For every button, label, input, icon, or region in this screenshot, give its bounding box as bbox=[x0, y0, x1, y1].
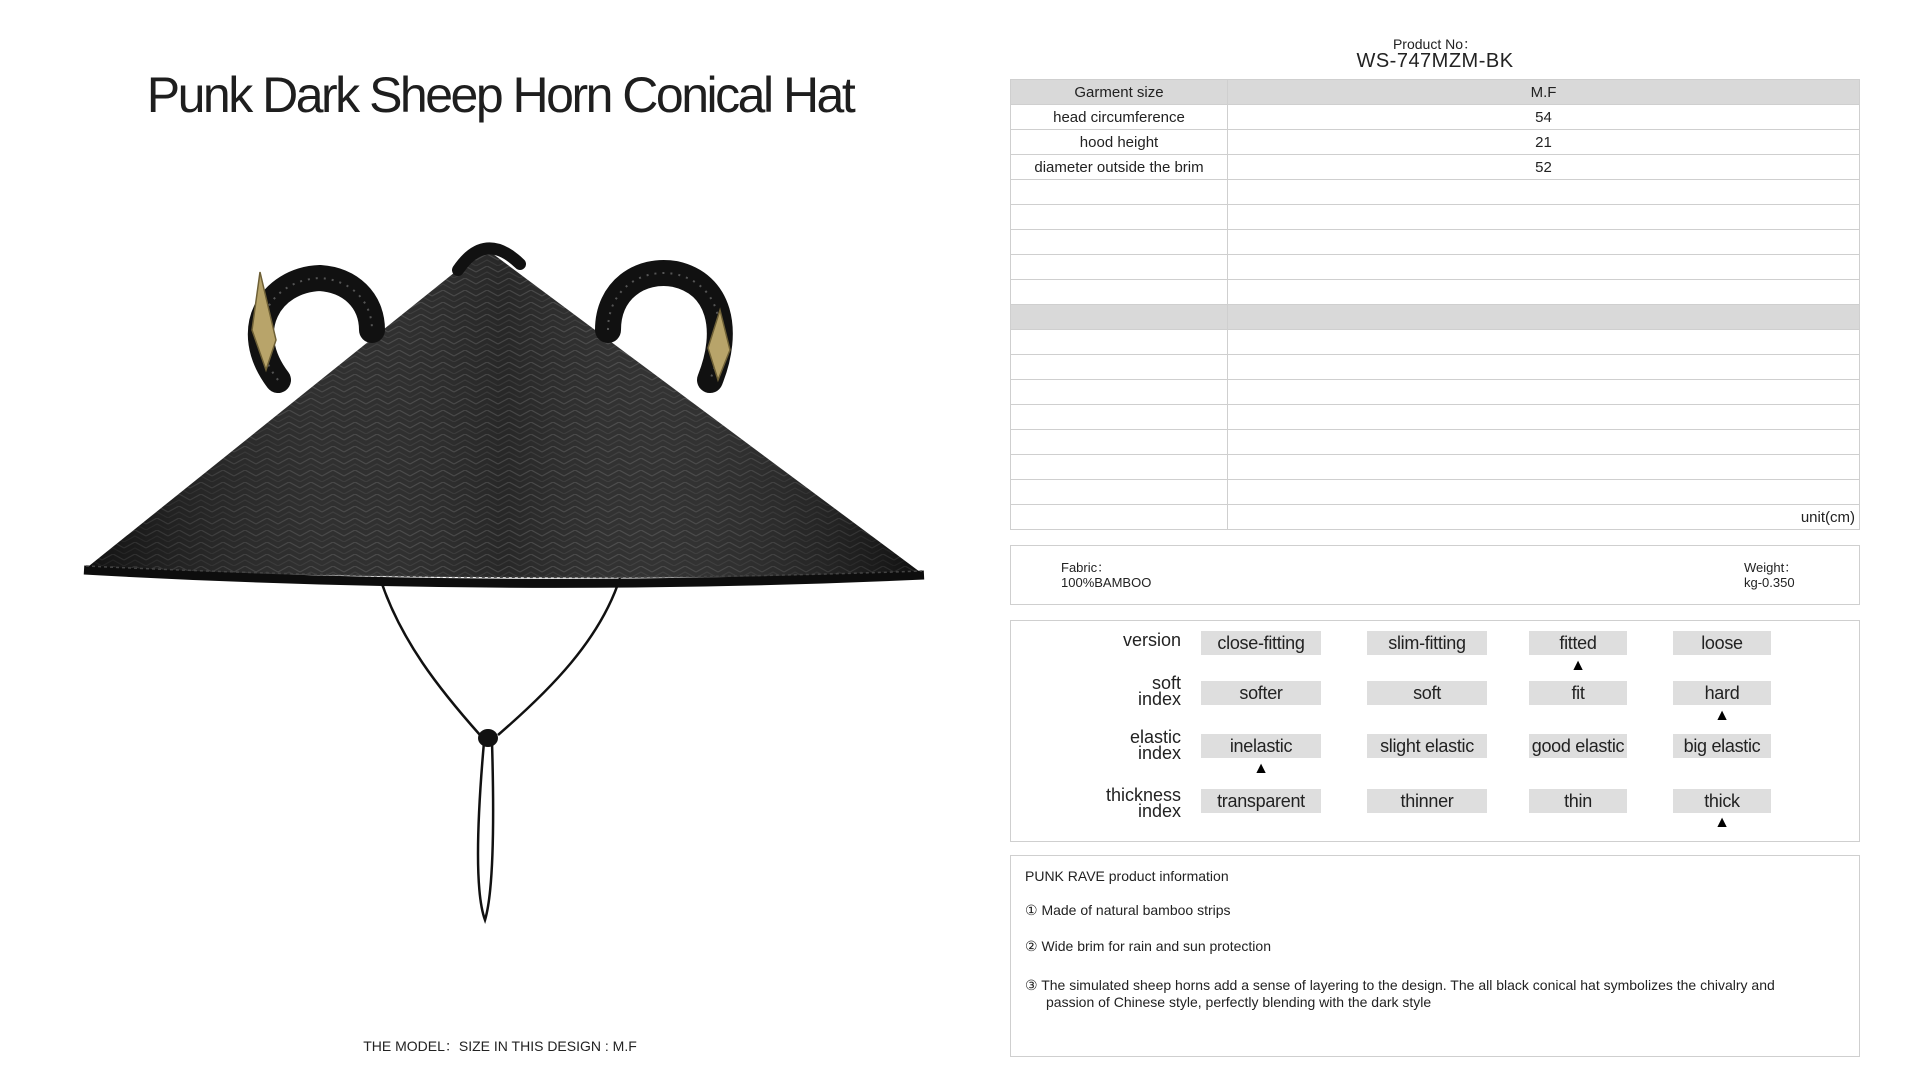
table-row bbox=[1011, 155, 1860, 180]
table-cell bbox=[1011, 380, 1228, 405]
table-cell: hood height bbox=[1011, 130, 1228, 155]
index-option: big elastic bbox=[1673, 734, 1771, 758]
table-cell: 21 bbox=[1228, 130, 1860, 155]
index-label-line: index bbox=[1137, 689, 1181, 709]
table-row bbox=[1011, 355, 1860, 380]
weight-info bbox=[1744, 560, 1797, 590]
fabric-value: 100%BAMBOO bbox=[1061, 575, 1152, 590]
info-point: ③ The simulated sheep horns add a sense of layering to the design. The all black conical hat symbolizes the chivalry and passion of Chinese style, perfectly blending with the dark style bbox=[1025, 977, 1775, 1010]
index-option: loose bbox=[1673, 631, 1771, 655]
table-cell: head circumference bbox=[1011, 105, 1228, 130]
info-point: ② Wide brim for rain and sun protection bbox=[1025, 938, 1271, 954]
index-label-line: thickness bbox=[1105, 785, 1181, 805]
index-option: fit bbox=[1529, 681, 1627, 705]
table-row bbox=[1011, 230, 1860, 255]
index-label-line: soft bbox=[1151, 673, 1181, 693]
table-cell bbox=[1228, 280, 1860, 305]
weight-label: Weight： bbox=[1744, 560, 1798, 575]
index-label-soft bbox=[1138, 675, 1181, 707]
table-cell bbox=[1228, 230, 1860, 255]
table-cell bbox=[1011, 205, 1228, 230]
index-label-line: index bbox=[1137, 801, 1181, 821]
index-label-line: elastic bbox=[1129, 727, 1181, 747]
size-table bbox=[1010, 79, 1860, 530]
table-cell bbox=[1011, 330, 1228, 355]
model-size-note: THE MODEL：SIZE IN THIS DESIGN : M.F bbox=[363, 1038, 637, 1054]
table-row bbox=[1011, 280, 1860, 305]
table-cell bbox=[1228, 430, 1860, 455]
index-ratings-box bbox=[1010, 620, 1860, 842]
unit-label: unit(cm) bbox=[1228, 505, 1860, 530]
index-label-line: index bbox=[1137, 743, 1181, 763]
index-option-selected: inelastic bbox=[1201, 734, 1321, 758]
index-option-selected: fitted bbox=[1529, 631, 1627, 655]
table-cell bbox=[1011, 255, 1228, 280]
table-cell bbox=[1011, 480, 1228, 505]
table-cell bbox=[1228, 305, 1860, 330]
product-info-box bbox=[1010, 855, 1860, 1057]
weight-value: kg-0.350 bbox=[1744, 575, 1795, 590]
table-row bbox=[1011, 405, 1860, 430]
table-cell bbox=[1011, 405, 1228, 430]
product-number: WS-747MZM-BK bbox=[1356, 50, 1514, 72]
index-label-version bbox=[1123, 632, 1181, 648]
product-title: Punk Dark Sheep Horn Conical Hat bbox=[146, 67, 854, 123]
selected-marker-icon: ▲ bbox=[1714, 707, 1730, 724]
table-cell bbox=[1011, 505, 1228, 530]
index-option: good elastic bbox=[1529, 734, 1627, 758]
index-option: transparent bbox=[1201, 789, 1321, 813]
table-cell: diameter outside the brim bbox=[1011, 155, 1228, 180]
product-image bbox=[80, 230, 940, 940]
table-row bbox=[1011, 130, 1860, 155]
table-row bbox=[1011, 430, 1860, 455]
index-option: thinner bbox=[1367, 789, 1487, 813]
table-cell bbox=[1011, 455, 1228, 480]
index-option: close-fitting bbox=[1201, 631, 1321, 655]
table-cell bbox=[1228, 330, 1860, 355]
info-heading: PUNK RAVE product information bbox=[1025, 868, 1229, 884]
table-header-row bbox=[1011, 80, 1860, 105]
table-cell bbox=[1228, 355, 1860, 380]
index-label-elastic bbox=[1130, 729, 1181, 761]
table-cell: 54 bbox=[1228, 105, 1860, 130]
selected-marker-icon: ▲ bbox=[1714, 814, 1730, 831]
index-option-selected: hard bbox=[1673, 681, 1771, 705]
table-cell bbox=[1011, 180, 1228, 205]
table-row bbox=[1011, 255, 1860, 280]
table-row bbox=[1011, 105, 1860, 130]
table-row bbox=[1011, 480, 1860, 505]
fabric-info bbox=[1061, 560, 1151, 590]
fabric-weight-box bbox=[1010, 545, 1860, 605]
selected-marker-icon: ▲ bbox=[1253, 760, 1269, 777]
index-label-line: version bbox=[1122, 630, 1181, 650]
table-cell bbox=[1228, 380, 1860, 405]
index-option: softer bbox=[1201, 681, 1321, 705]
table-cell bbox=[1011, 355, 1228, 380]
table-row bbox=[1011, 180, 1860, 205]
table-header-cell: Garment size bbox=[1011, 80, 1228, 105]
table-cell bbox=[1011, 280, 1228, 305]
table-header-cell: M.F bbox=[1228, 80, 1860, 105]
table-cell bbox=[1228, 255, 1860, 280]
index-option: thin bbox=[1529, 789, 1627, 813]
chin-strap bbox=[380, 578, 620, 920]
index-option: slim-fitting bbox=[1367, 631, 1487, 655]
table-row bbox=[1011, 330, 1860, 355]
table-cell bbox=[1011, 230, 1228, 255]
table-row bbox=[1011, 505, 1860, 530]
table-cell bbox=[1228, 405, 1860, 430]
table-cell bbox=[1228, 480, 1860, 505]
product-number-label: Product No： bbox=[1392, 36, 1478, 52]
index-option-selected: thick bbox=[1673, 789, 1771, 813]
table-row bbox=[1011, 455, 1860, 480]
table-cell bbox=[1011, 430, 1228, 455]
table-cell bbox=[1011, 305, 1228, 330]
table-row bbox=[1011, 205, 1860, 230]
selected-marker-icon: ▲ bbox=[1570, 657, 1586, 674]
info-point: ① Made of natural bamboo strips bbox=[1025, 902, 1231, 918]
table-cell: 52 bbox=[1228, 155, 1860, 180]
table-cell bbox=[1228, 180, 1860, 205]
index-option: soft bbox=[1367, 681, 1487, 705]
index-option: slight elastic bbox=[1367, 734, 1487, 758]
table-row bbox=[1011, 380, 1860, 405]
table-cell bbox=[1228, 205, 1860, 230]
table-cell bbox=[1228, 455, 1860, 480]
table-row bbox=[1011, 305, 1860, 330]
index-label-thickness bbox=[1106, 787, 1181, 819]
fabric-label: Fabric： bbox=[1061, 560, 1111, 575]
